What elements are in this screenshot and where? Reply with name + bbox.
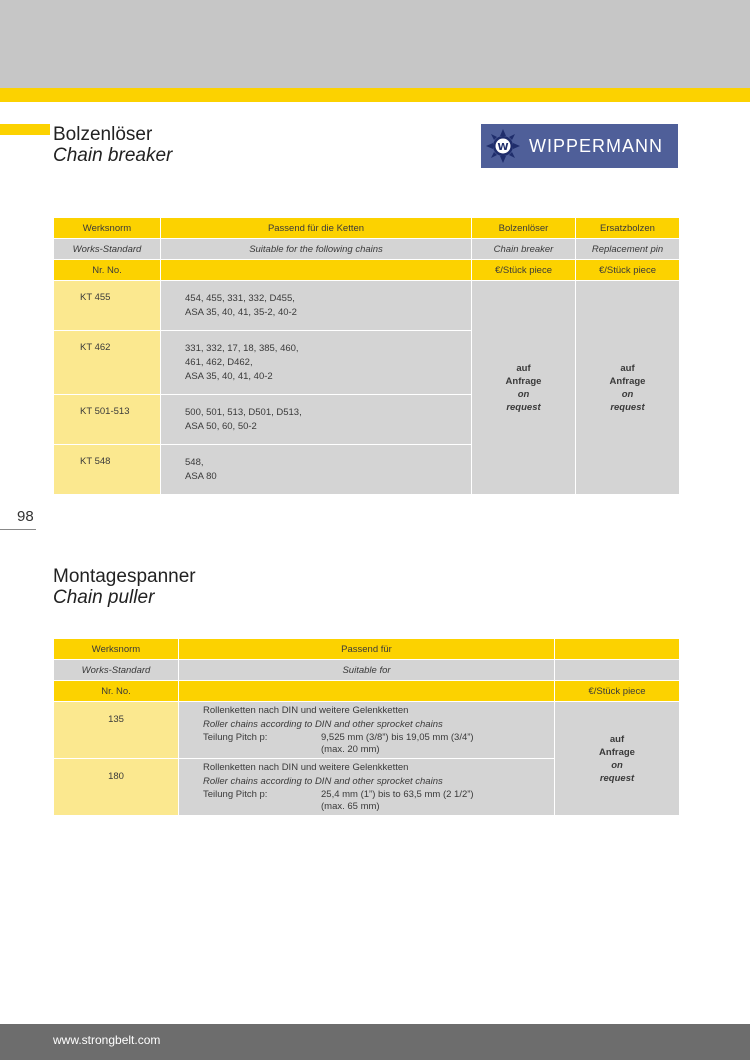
price-label: €/Stück piece bbox=[555, 681, 680, 702]
chain-breaker-table bbox=[53, 217, 680, 495]
chain-line: 454, 455, 331, 332, D455, bbox=[185, 293, 295, 304]
header-replacement-pin: Replacement pin bbox=[576, 239, 680, 260]
header-werksnorm: Werksnorm bbox=[54, 218, 161, 239]
price-label-2: €/Stück piece bbox=[576, 260, 680, 281]
row-code: KT 455 bbox=[54, 281, 161, 331]
logo-text: WIPPERMANN bbox=[529, 135, 664, 156]
header-suitable: Suitable for the following chains bbox=[161, 239, 472, 260]
description-en: Roller chains according to DIN and other sprocket chains bbox=[203, 776, 443, 787]
header-chain-breaker: Chain breaker bbox=[472, 239, 576, 260]
price-label-1: €/Stück piece bbox=[472, 260, 576, 281]
pitch-range: 25,4 mm (1”) bis to 63,5 mm (2 1/2”) bbox=[321, 789, 474, 800]
price-text: request bbox=[610, 401, 645, 413]
header-passend: Passend für die Ketten bbox=[161, 218, 472, 239]
chain-line: ASA 50, 60, 50-2 bbox=[185, 421, 257, 432]
header-blank bbox=[555, 660, 680, 681]
nr-blank bbox=[179, 681, 555, 702]
page-number-divider bbox=[0, 529, 36, 530]
price-text: on bbox=[611, 759, 623, 771]
chain-puller-table bbox=[53, 638, 680, 816]
row-code: KT 501-513 bbox=[54, 395, 161, 445]
row-code: 180 bbox=[54, 759, 179, 816]
pitch-label: Teilung Pitch p: bbox=[203, 789, 268, 800]
svg-text:W: W bbox=[497, 142, 509, 153]
header-band bbox=[0, 0, 750, 88]
price-text: auf bbox=[609, 733, 625, 745]
section-marker bbox=[0, 124, 50, 135]
section2-title-de: Montagespanner bbox=[53, 566, 196, 587]
section2-title-en: Chain puller bbox=[53, 587, 155, 608]
price-on-request-breaker bbox=[472, 281, 576, 495]
chain-line: ASA 80 bbox=[185, 471, 217, 482]
header-works-standard: Works-Standard bbox=[54, 239, 161, 260]
table-row bbox=[54, 702, 680, 759]
footer-url[interactable]: www.strongbelt.com bbox=[53, 1033, 161, 1047]
price-on-request-pin bbox=[576, 281, 680, 495]
chain-line: ASA 35, 40, 41, 35-2, 40-2 bbox=[185, 307, 297, 318]
header-werksnorm: Werksnorm bbox=[54, 639, 179, 660]
nr-label: Nr. No. bbox=[54, 681, 179, 702]
header-ersatzbolzen: Ersatzbolzen bbox=[576, 218, 680, 239]
section1-title bbox=[53, 124, 172, 166]
price-text: auf bbox=[620, 362, 635, 374]
description-en: Roller chains according to DIN and other sprocket chains bbox=[203, 719, 443, 730]
row-code: KT 548 bbox=[54, 445, 161, 495]
header-passend-fur: Passend für bbox=[179, 639, 555, 660]
section1-title-en: Chain breaker bbox=[53, 145, 173, 166]
price-text: on bbox=[517, 388, 530, 400]
price-text: on bbox=[621, 388, 634, 400]
chain-line: 461, 462, D462, bbox=[185, 357, 253, 368]
section1-title-de: Bolzenlöser bbox=[53, 124, 153, 145]
price-text: Anfrage bbox=[599, 746, 635, 758]
row-code: 135 bbox=[54, 702, 179, 759]
row-description bbox=[179, 759, 555, 816]
price-on-request bbox=[555, 702, 680, 816]
description-de: Rollenketten nach DIN und weitere Gelenkketten bbox=[203, 705, 409, 716]
section2-title bbox=[53, 566, 196, 608]
wippermann-gear-icon bbox=[481, 124, 525, 168]
table-row bbox=[54, 281, 680, 331]
row-description bbox=[179, 702, 555, 759]
pitch-value bbox=[321, 789, 474, 813]
description-de: Rollenketten nach DIN und weitere Gelenkketten bbox=[203, 762, 409, 773]
chain-line: 548, bbox=[185, 457, 204, 468]
pitch-max: (max. 65 mm) bbox=[321, 801, 380, 812]
page-number: 98 bbox=[17, 508, 34, 525]
row-chains bbox=[161, 331, 472, 395]
header-accent-stripe bbox=[0, 88, 750, 102]
chain-line: ASA 35, 40, 41, 40-2 bbox=[185, 371, 273, 382]
pitch-row bbox=[203, 789, 554, 813]
header-suitable-for: Suitable for bbox=[179, 660, 555, 681]
price-text: auf bbox=[516, 362, 531, 374]
nr-label: Nr. No. bbox=[54, 260, 161, 281]
price-text: Anfrage bbox=[609, 375, 646, 387]
wippermann-logo bbox=[481, 124, 678, 168]
pitch-row bbox=[203, 732, 554, 756]
price-text: request bbox=[599, 772, 635, 784]
price-text: request bbox=[506, 401, 541, 413]
footer-band bbox=[0, 1024, 750, 1060]
pitch-value bbox=[321, 732, 474, 756]
price-text: Anfrage bbox=[505, 375, 542, 387]
chain-line: 331, 332, 17, 18, 385, 460, bbox=[185, 343, 299, 354]
header-blank bbox=[555, 639, 680, 660]
chain-line: 500, 501, 513, D501, D513, bbox=[185, 407, 302, 418]
header-bolzenloser: Bolzenlöser bbox=[472, 218, 576, 239]
row-chains bbox=[161, 395, 472, 445]
row-chains bbox=[161, 445, 472, 495]
header-works-standard: Works-Standard bbox=[54, 660, 179, 681]
row-chains bbox=[161, 281, 472, 331]
pitch-label: Teilung Pitch p: bbox=[203, 732, 268, 743]
pitch-max: (max. 20 mm) bbox=[321, 744, 380, 755]
nr-blank bbox=[161, 260, 472, 281]
pitch-range: 9,525 mm (3/8”) bis 19,05 mm (3/4”) bbox=[321, 732, 474, 743]
row-code: KT 462 bbox=[54, 331, 161, 395]
